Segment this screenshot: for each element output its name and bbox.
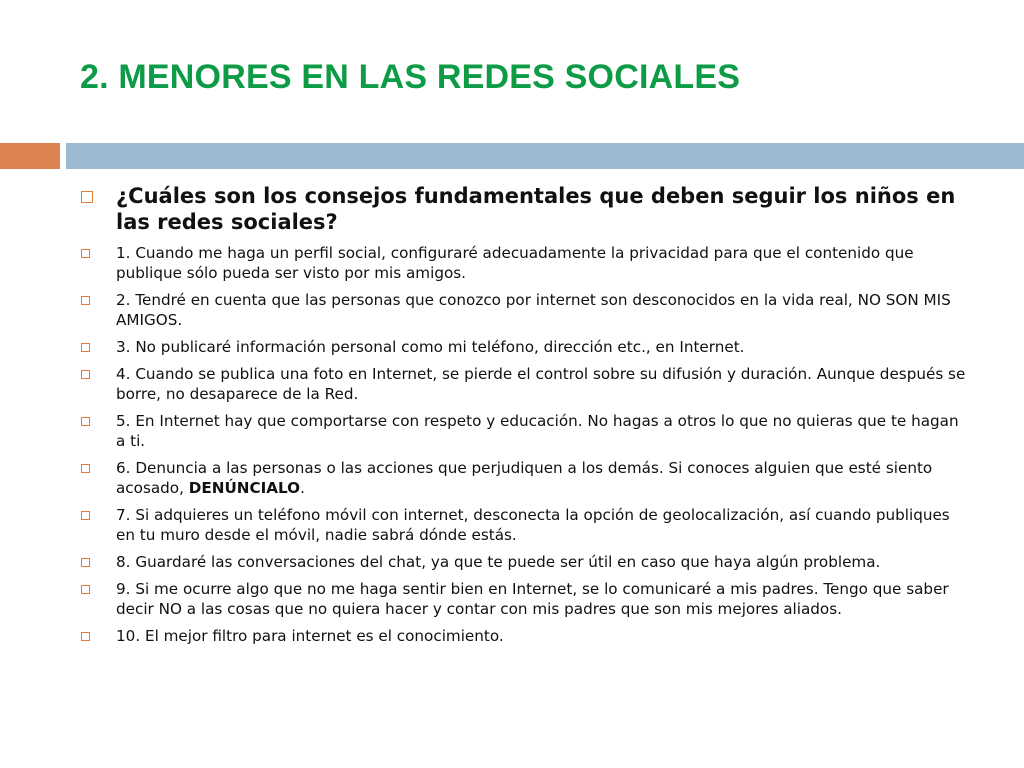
emphasis-text: DENÚNCIALO (188, 479, 301, 497)
list-item (80, 337, 970, 357)
square-bullet-icon (81, 511, 90, 520)
list-item-text: 8. Guardaré las conversaciones del chat, ya que te puede ser útil en caso que haya algún problema. (116, 553, 881, 571)
list-item (80, 458, 970, 498)
list-item-text: 3. No publicaré información personal como mi teléfono, dirección etc., en Internet. (116, 338, 745, 356)
list-item (80, 290, 970, 330)
slide-title: 2. MENORES EN LAS REDES SOCIALES (80, 58, 741, 96)
square-bullet-icon (81, 585, 90, 594)
accent-bar-blue (66, 143, 1024, 169)
square-bullet-icon (81, 343, 90, 352)
question-text: ¿Cuáles son los consejos fundamentales que deben seguir los niños en las redes sociales? (116, 184, 956, 234)
square-bullet-icon (81, 632, 90, 641)
square-bullet-icon (81, 370, 90, 379)
list-item-text: 4. Cuando se publica una foto en Internet, se pierde el control sobre su difusión y duración. Aunque después se borre, no desaparece de la Red. (116, 365, 966, 403)
list-item-text: 6. Denuncia a las personas o las acciones que perjudiquen a los demás. Si conoces alguien que esté siento acosado, (116, 459, 933, 497)
list-item-text: 5. En Internet hay que comportarse con respeto y educación. No hagas a otros lo que no quieras que te hagan a ti. (116, 412, 959, 450)
list-item (80, 505, 970, 545)
square-bullet-icon (81, 558, 90, 567)
question-item (80, 183, 970, 235)
list-item-text: 7. Si adquieres un teléfono móvil con internet, desconecta la opción de geolocalización, así cuando publiques en tu muro desde el móvil, nadie sabrá dónde estás. (116, 506, 950, 544)
bullet-list (80, 183, 970, 653)
list-item-text: 2. Tendré en cuenta que las personas que conozco por internet son desconocidos en la vida real, NO SON MIS AMIGOS. (116, 291, 951, 329)
square-bullet-icon (81, 296, 90, 305)
list-item-text: 10. El mejor filtro para internet es el conocimiento. (116, 627, 504, 645)
square-bullet-icon (81, 417, 90, 426)
list-item (80, 364, 970, 404)
list-item-text: 9. Si me ocurre algo que no me haga sentir bien en Internet, se lo comunicaré a mis padres. Tengo que saber decir NO a las cosas que no quiera hacer y contar con mis padres que son mis mejores aliados. (116, 580, 949, 618)
square-bullet-icon (81, 464, 90, 473)
list-item (80, 552, 970, 572)
square-bullet-icon (81, 249, 90, 258)
list-item (80, 626, 970, 646)
accent-bar-orange (0, 143, 60, 169)
list-item (80, 579, 970, 619)
square-bullet-icon (81, 191, 93, 203)
list-item (80, 411, 970, 451)
list-item-text: 1. Cuando me haga un perfil social, configuraré adecuadamente la privacidad para que el contenido que publique sólo pueda ser visto por mis amigos. (116, 244, 914, 282)
list-item (80, 243, 970, 283)
list-item-suffix: . (300, 479, 305, 497)
